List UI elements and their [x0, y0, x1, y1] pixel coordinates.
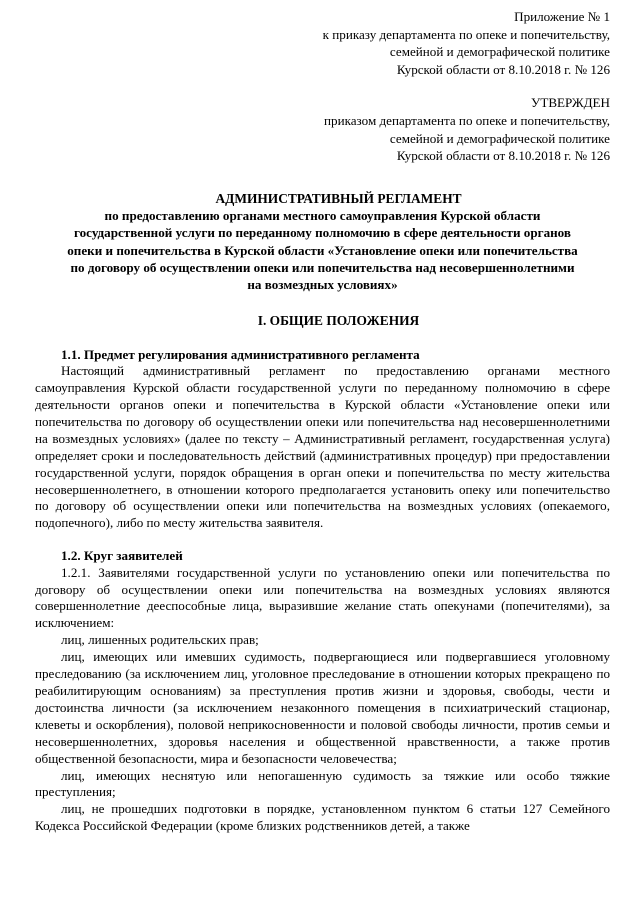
- appendix-line-3: семейной и демографической политике: [389, 44, 610, 60]
- appendix-line-2: к приказу департамента по опеке и попечительству,: [322, 26, 610, 42]
- document-subtitle: [35, 207, 610, 294]
- appendix-line-4: Курской области от 8.10.2018 г. № 126: [396, 61, 610, 77]
- subtitle-line-1: по предоставлению органами местного самоуправления Курской области: [104, 207, 541, 223]
- paragraph-exclusion-1: лиц, лишенных родительских прав;: [61, 632, 259, 648]
- approved-header: [35, 94, 610, 164]
- approved-line-1: УТВЕРЖДЕН: [531, 95, 610, 111]
- subsection-1-1-text: Настоящий административный регламент по предоставлению органами местного самоуправления Курской области государственной услуги по переданному полномочию в сфере деятельности органов опеки и попечительства в Курской области «Установление опеки или попечительства по договору об осуществлении опеки или попечительства над несовершеннолетними на возмездных условиях» (далее по тексту – Административный регламент, государственная услуга) определяет сроки и последовательность действий (административных процедур) при предоставлении государственной услуги, порядок обращения в орган опеки и попечительства по месту жительства несовершеннолетнего, в отношении которого предполагается установить опеку или попечительство по договору об осуществлении опеки или попечительства на возмездных условиях (опекаемого, подопечного), либо по месту жительства заявителя.: [35, 363, 610, 531]
- approved-line-4: Курской области от 8.10.2018 г. № 126: [396, 148, 610, 164]
- approved-line-2: приказом департамента по опеке и попечительству,: [324, 112, 610, 128]
- section-title: I. ОБЩИЕ ПОЛОЖЕНИЯ: [257, 312, 420, 328]
- subtitle-line-3: опеки и попечительства в Курской области «Установление опеки или попечительства: [67, 242, 578, 258]
- subtitle-line-2: государственной услуги по переданному полномочию в сфере деятельности органов: [74, 225, 571, 241]
- appendix-header: [35, 8, 610, 78]
- appendix-line-1: Приложение № 1: [514, 9, 610, 24]
- paragraph-1-2-1: 1.2.1. Заявителями государственной услуги по установлению опеки или попечительства по договору об осуществлении опеки или попечительства на возмездных условиях являются совершеннолетние дееспособные лица, выразившие желание стать опекунами (попечителями), за исключением:: [35, 564, 610, 631]
- document-title: АДМИНИСТРАТИВНЫЙ РЕГЛАМЕНТ: [215, 190, 462, 206]
- paragraph-exclusion-4: лиц, не прошедших подготовки в порядке, установленном пунктом 6 статьи 127 Семейного Кодекса Российской Федерации (кроме близких родственников детей, а также: [35, 801, 610, 834]
- subtitle-line-5: на возмездных условиях»: [247, 277, 398, 293]
- approved-line-3: семейной и демографической политике: [389, 130, 610, 146]
- document-page: [35, 8, 610, 835]
- paragraph-exclusion-3: лиц, имеющих неснятую или непогашенную судимость за тяжкие или особо тяжкие преступления;: [35, 767, 610, 800]
- subtitle-line-4: по договору об осуществлении опеки или попечительства над несовершеннолетними: [70, 259, 575, 275]
- subsection-heading-1-2: 1.2. Круг заявителей: [61, 548, 183, 564]
- paragraph-exclusion-2: лиц, имеющих или имевших судимость, подвергающиеся или подвергавшиеся уголовному преследованию (за исключением лиц, уголовное преследование в отношении которых прекращено по реабилитирующим основаниям) за преступления против жизни и здоровья, свободы, чести и достоинства личности (за исключением незаконного помещения в психиатрический стационар, клеветы и оскорбления), половой неприкосновенности и половой свободы личности, против семьи и несовершеннолетних, здоровья населения и общественной нравственности, а также против общественной безопасности, мира и безопасности человечества;: [35, 649, 610, 766]
- subsection-heading-1-1: 1.1. Предмет регулирования административного регламента: [61, 346, 420, 362]
